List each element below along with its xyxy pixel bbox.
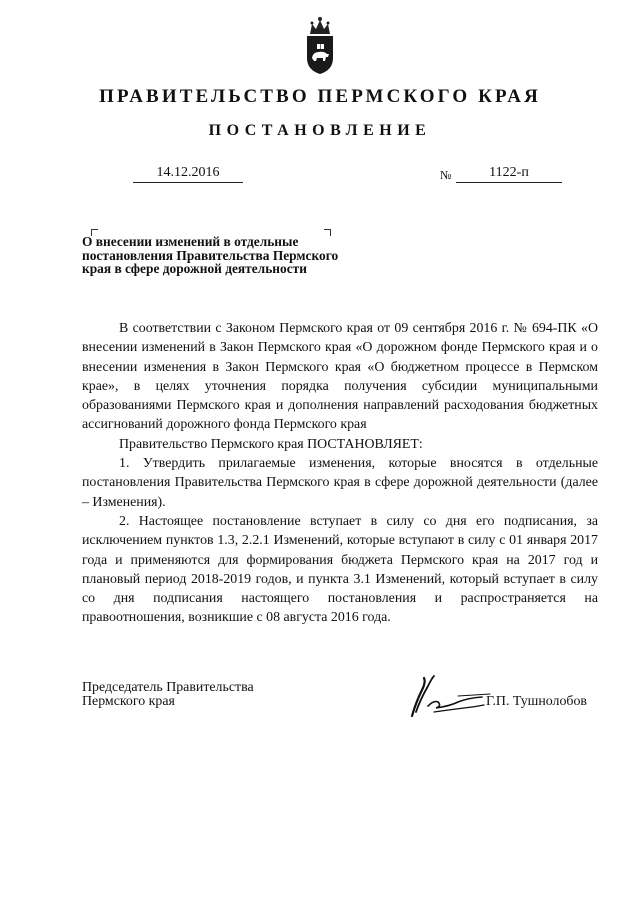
signatory-position [82, 681, 254, 709]
document-date: 14.12.2016 [133, 164, 243, 183]
document-type: ПОСТАНОВЛЕНИЕ [208, 122, 432, 139]
item-1-paragraph: 1. Утвердить прилагаемые изменения, которые вносятся в отдельные постановления Правительства Пермского края в сфере дорожной деятельности (далее – Изменения). [82, 456, 598, 510]
position-line-2: Пермского края [82, 694, 175, 709]
document-number: 1122-п [456, 164, 562, 183]
government-title: ПРАВИТЕЛЬСТВО ПЕРМСКОГО КРАЯ [99, 86, 541, 107]
document-subject: О внесении изменений в отдельные постановления Правительства Пермского края в сфере дорожной деятельности [82, 234, 339, 276]
item-2-paragraph: 2. Настоящее постановление вступает в силу со дня его подписания, за исключением пунктов 1.3, 2.2.1 Изменений, которые вступают в силу с 01 января 2017 года и применяются для формирования бюджета Пермского края на 2017 год и плановый период 2018-2019 годов, и пункта 3.1 Изменений, который вступает в силу со дня подписания настоящего постановления и распространяется на правоотношения, возникшие с 08 августа 2016 года. [82, 513, 598, 626]
document-body [82, 319, 598, 628]
perm-krai-coat-of-arms-icon [302, 14, 338, 76]
handwritten-signature [398, 672, 498, 718]
preamble-paragraph: В соответствии с Законом Пермского края от 09 сентября 2016 г. № 694-ПК «О внесении изменений в Закон Пермского края «О дорожном фонде Пермского края и о внесении изменения в Закон Пермского края «О бюджетном процессе в Пермском крае», в целях уточнения порядка получения субсидии муниципальными образованиями Пермского края и дополнения направлений расходования бюджетных ассигнований дорожного фонда Пермского края [82, 321, 598, 433]
position-line-1: Председатель Правительства [82, 680, 254, 695]
resolves-paragraph: Правительство Пермского края ПОСТАНОВЛЯЕТ: [119, 436, 423, 452]
number-sign: № [440, 168, 452, 182]
signatory-name: Г.П. Тушнолобов [486, 694, 587, 709]
